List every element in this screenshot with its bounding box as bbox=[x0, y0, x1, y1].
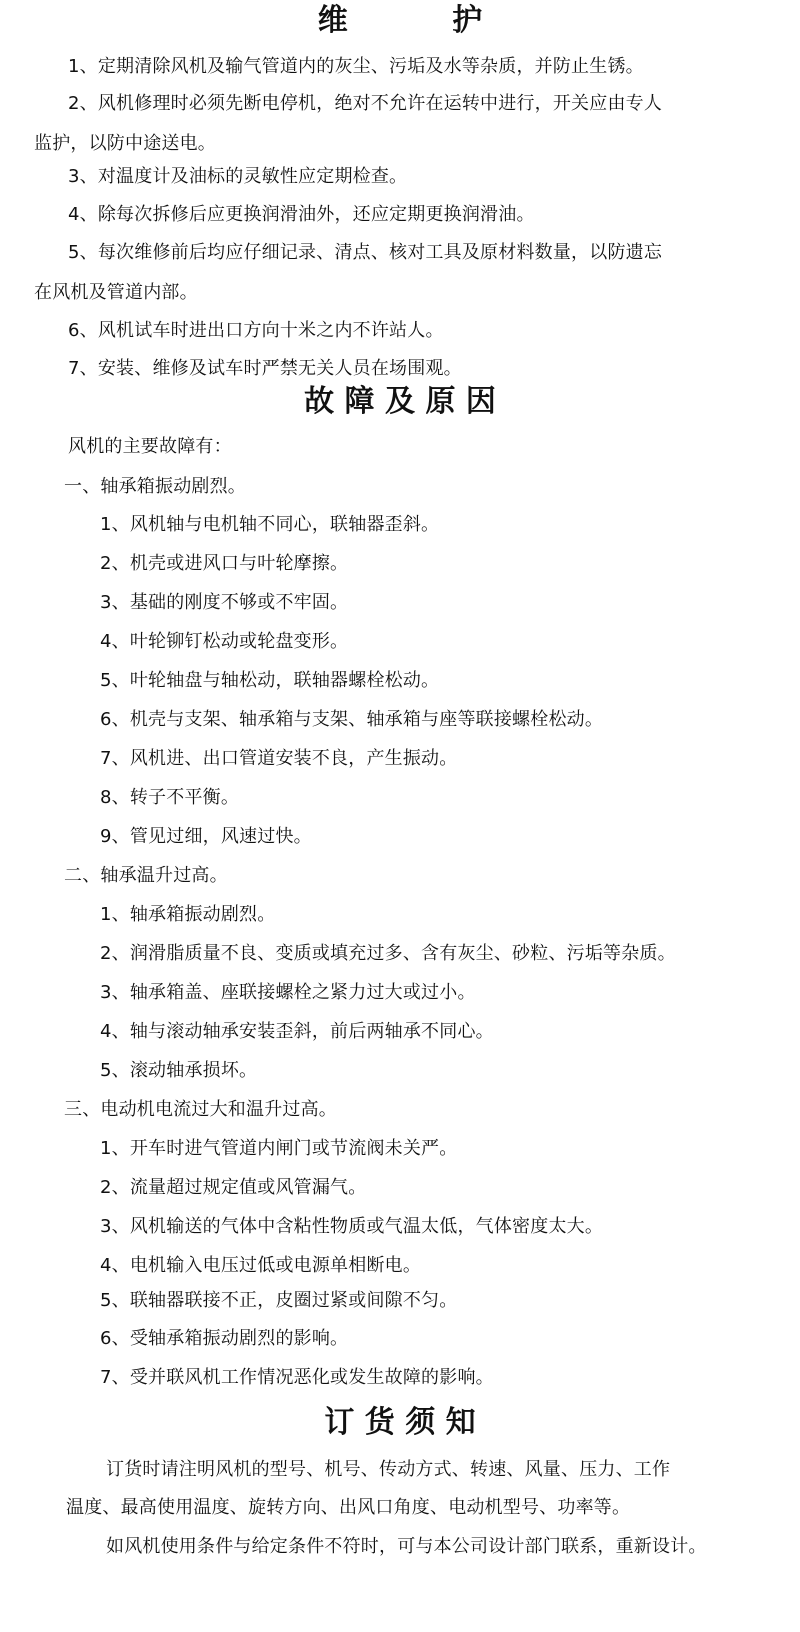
maintenance-item-2-line-2: 监护，以防中途送电。 bbox=[34, 133, 216, 154]
fault-group-3-item-5: 5、联轴器联接不正，皮圈过紧或间隙不匀。 bbox=[100, 1290, 458, 1311]
maintenance-item-2-line-1: 2、风机修理时必须先断电停机，绝对不允许在运转中进行，开关应由专人 bbox=[68, 93, 663, 114]
fault-group-3-item-4: 4、电机输入电压过低或电源单相断电。 bbox=[100, 1255, 422, 1276]
fault-group-1-item-6: 6、机壳与支架、轴承箱与支架、轴承箱与座等联接螺栓松动。 bbox=[100, 709, 604, 730]
fault-group-2-item-3: 3、轴承箱盖、座联接螺栓之紧力过大或过小。 bbox=[100, 982, 476, 1003]
fault-group-1-item-3: 3、基础的刚度不够或不牢固。 bbox=[100, 592, 349, 613]
maintenance-item-1: 1、定期清除风机及输气管道内的灰尘、污垢及水等杂质，并防止生锈。 bbox=[68, 56, 644, 77]
ordering-paragraph-2: 如风机使用条件与给定条件不符时，可与本公司设计部门联系，重新设计。 bbox=[106, 1536, 707, 1557]
maintenance-item-4: 4、除每次拆修后应更换润滑油外，还应定期更换润滑油。 bbox=[68, 204, 535, 225]
maintenance-item-5-line-2: 在风机及管道内部。 bbox=[34, 282, 198, 303]
ordering-paragraph-1-line-2: 温度、最高使用温度、旋转方向、出风口角度、电动机型号、功率等。 bbox=[66, 1497, 631, 1518]
fault-group-3-item-7: 7、受并联风机工作情况恶化或发生故障的影响。 bbox=[100, 1367, 494, 1388]
maintenance-item-5-line-1: 5、每次维修前后均应仔细记录、清点、核对工具及原材料数量，以防遗忘 bbox=[68, 242, 663, 263]
fault-group-1-item-1: 1、风机轴与电机轴不同心，联轴器歪斜。 bbox=[100, 514, 440, 535]
fault-group-3-item-1: 1、开车时进气管道内闸门或节流阀未关严。 bbox=[100, 1138, 458, 1159]
faults-title: 故 障 及 原 因 bbox=[304, 384, 496, 419]
ordering-paragraph-1-line-1: 订货时请注明风机的型号、机号、传动方式、转速、风量、压力、工作 bbox=[106, 1459, 671, 1480]
maintenance-title: 维 护 bbox=[317, 3, 483, 38]
fault-group-1-item-8: 8、转子不平衡。 bbox=[100, 787, 240, 808]
fault-group-2-item-2: 2、润滑脂质量不良、变质或填充过多、含有灰尘、砂粒、污垢等杂质。 bbox=[100, 943, 676, 964]
fault-group-1-item-5: 5、叶轮轴盘与轴松动，联轴器螺栓松动。 bbox=[100, 670, 440, 691]
fault-group-1-item-2: 2、机壳或进风口与叶轮摩擦。 bbox=[100, 553, 349, 574]
fault-group-2-item-4: 4、轴与滚动轴承安装歪斜，前后两轴承不同心。 bbox=[100, 1021, 494, 1042]
fault-group-3-item-6: 6、受轴承箱振动剧烈的影响。 bbox=[100, 1328, 349, 1349]
maintenance-item-6: 6、风机试车时进出口方向十米之内不许站人。 bbox=[68, 320, 444, 341]
fault-group-1-item-9: 9、管见过细，风速过快。 bbox=[100, 826, 312, 847]
fault-group-3-item-2: 2、流量超过规定值或风管漏气。 bbox=[100, 1177, 367, 1198]
fault-group-2-item-1: 1、轴承箱振动剧烈。 bbox=[100, 904, 276, 925]
fault-group-1-item-7: 7、风机进、出口管道安装不良，产生振动。 bbox=[100, 748, 458, 769]
maintenance-item-7: 7、安装、维修及试车时严禁无关人员在场围观。 bbox=[68, 358, 462, 379]
fault-group-2-item-5: 5、滚动轴承损坏。 bbox=[100, 1060, 258, 1081]
ordering-title: 订 货 须 知 bbox=[324, 1405, 476, 1440]
fault-group-1-heading: 一、轴承箱振动剧烈。 bbox=[64, 476, 246, 497]
fault-group-3-heading: 三、电动机电流过大和温升过高。 bbox=[64, 1099, 337, 1120]
maintenance-item-3: 3、对温度计及油标的灵敏性应定期检查。 bbox=[68, 166, 408, 187]
fault-group-3-item-3: 3、风机输送的气体中含粘性物质或气温太低，气体密度太大。 bbox=[100, 1216, 604, 1237]
fault-group-2-heading: 二、轴承温升过高。 bbox=[64, 865, 228, 886]
faults-intro: 风机的主要故障有： bbox=[68, 436, 232, 457]
fault-group-1-item-4: 4、叶轮铆钉松动或轮盘变形。 bbox=[100, 631, 349, 652]
